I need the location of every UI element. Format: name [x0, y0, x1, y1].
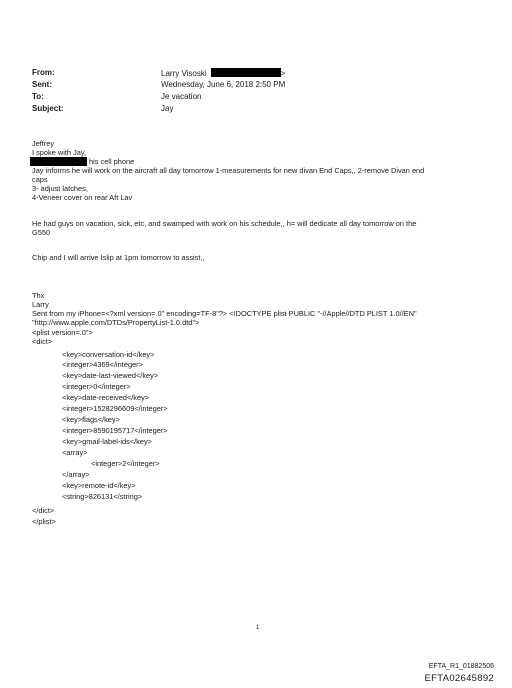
to-label: To:	[32, 92, 44, 101]
from-value	[161, 68, 285, 79]
body-line: Jay informs he will work on the aircraft all day tomorrow 1-measurements for new divan End Caps,, 2-remove Divan end	[32, 166, 425, 175]
plist-line: <array>	[62, 448, 88, 457]
plist-line: </dict>	[32, 506, 55, 515]
plist-line: <key>date-received</key>	[62, 393, 150, 402]
signature-name: Larry	[32, 300, 49, 309]
body-line: Chip and I will arrive Islip at 1pm tomorrow to assist.,	[32, 253, 205, 262]
body-line: He had guys on vacation, sick, etc, and swamped with work on his schedule,, h= will dedicate all day tomorrow on the	[32, 219, 417, 228]
page-number: 1	[256, 625, 260, 631]
redaction-block	[30, 157, 87, 166]
subject-value: Jay	[161, 104, 174, 113]
body-line: I spoke with Jay,	[32, 148, 87, 157]
plist-line: <integer>0</integer>	[62, 382, 131, 391]
plist-line: <key>flags</key>	[62, 415, 120, 424]
plist-line: <integer>2</integer>	[91, 459, 160, 468]
body-line: "http://www.apple.com/DTDs/PropertyList-1.0.dtd">	[32, 318, 200, 327]
bates-number-small: EFTA_R1_01882506	[428, 663, 494, 670]
redaction-block	[211, 68, 281, 77]
body-line: caps	[32, 175, 48, 184]
subject-label: Subject:	[32, 104, 64, 113]
body-line: 4-Veneer cover on rear Aft Lav	[32, 193, 133, 202]
plist-line: </plist>	[32, 517, 56, 526]
body-line: Sent from my iPhone=<?xml version=.0" encoding=TF-8"?> <!DOCTYPE plist PUBLIC "-//Apple//DTD PLIST 1.0//EN"	[32, 309, 417, 318]
plist-line: <integer>8590195717</integer>	[62, 426, 168, 435]
plist-line: <key>gmail-label-ids</key>	[62, 437, 152, 446]
from-suffix: >	[280, 69, 286, 78]
sent-label: Sent:	[32, 80, 52, 89]
plist-line: <plist version=.0">	[32, 328, 93, 337]
to-value: Je vacation	[161, 92, 202, 101]
body-greeting: Jeffrey	[32, 139, 55, 148]
from-name: Larry Visoski	[161, 69, 207, 78]
plist-line: <integer>4369</integer>	[62, 360, 143, 369]
plist-line: <string>826131</string>	[62, 492, 143, 501]
signoff: Thx	[32, 291, 45, 300]
bates-number-large: EFTA02645892	[424, 673, 494, 684]
plist-line: <key>conversation-id</key>	[62, 350, 155, 359]
from-label: From:	[32, 68, 55, 77]
body-line: 3- adjust latches,	[32, 184, 88, 193]
sent-value: Wednesday, June 6, 2018 2:50 PM	[161, 80, 286, 89]
plist-line: <dict>	[32, 337, 53, 346]
plist-line: </array>	[62, 470, 90, 479]
plist-line: <key>remote-id</key>	[62, 481, 136, 490]
plist-line: <integer>1528296609</integer>	[62, 404, 168, 413]
body-line: his cell phone	[89, 157, 135, 166]
plist-line: <key>date-last-viewed</key>	[62, 371, 159, 380]
body-line: G550	[32, 228, 51, 237]
